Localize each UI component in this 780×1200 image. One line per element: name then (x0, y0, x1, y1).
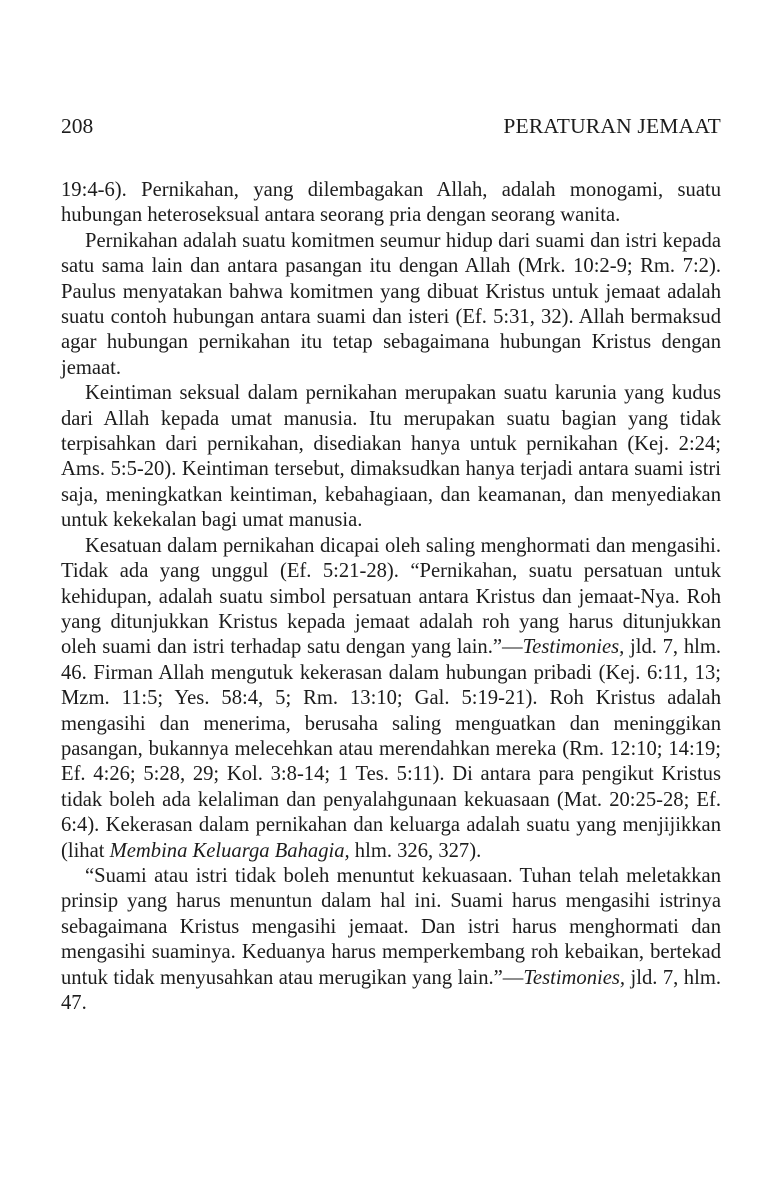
paragraph-text: Keintiman seksual dalam pernikahan merupakan suatu karunia yang kudus dari Allah kepada umat manusia. Itu merupakan suatu bagian yang tidak terpisahkan dari pernikahan, disediakan hanya untuk pernikahan (Kej. 2:24; Ams. 5:5-20). Keintiman tersebut, dimaksudkan hanya terjadi antara suami istri saja, meningkatkan keintiman, kebahagiaan, dan keamanan, dan menyediakan untuk kekekalan bagi umat manusia. (61, 382, 721, 532)
paragraph-text: 19:4-6). Pernikahan, yang dilembagakan Allah, adalah monogami, suatu hubungan heteroseksual antara seorang pria dengan seorang wanita. (61, 179, 721, 227)
paragraph-text: hlm. 326, 327). (349, 839, 482, 862)
paragraph-text: Kesatuan dalam pernikahan dicapai oleh saling menghormati dan mengasihi. Tidak ada yang unggul (Ef. 5:21-28). “Pernikahan, suatu persatuan untuk kehidupan, adalah suatu simbol persatuan antara Kristus dan jemaat-Nya. Roh yang ditunjukkan Kristus kepada jemaat adalah roh yang harus ditunjukkan oleh suami dan istri terhadap satu dengan yang lain.”— (61, 534, 721, 659)
running-title: PERATURAN JEMAAT (503, 114, 721, 138)
paragraph (61, 229, 721, 381)
book-page (61, 110, 721, 1016)
italic-citation: Testimonies, (522, 636, 625, 659)
body-text (61, 178, 721, 1016)
page-number: 208 (61, 114, 94, 138)
paragraph-text: jld. 7, hlm. 46. Firman Allah mengutuk kekerasan dalam hubungan pribadi (Kej. 6:11, 13; Mzm. 11:5; Yes. 58:4, 5; Rm. 13:10; Gal. 5:19-21). Roh Kristus adalah mengasihi dan menerima, berusaha saling menguatkan dan meninggikan pasangan, bukannya melecehkan atau merendahkan mereka (Rm. 12:10; 14:19; Ef. 4:26; 5:28, 29; Kol. 3:8-14; 1 Tes. 5:11). Di antara para pengikut Kristus tidak boleh ada kelaliman dan penyalahgunaan kekuasaan (Mat. 20:25-28; Ef. 6:4). Kekerasan dalam pernikahan dan keluarga adalah suatu yang menjijikkan (lihat (61, 636, 722, 862)
italic-citation: Membina Keluarga Bahagia, (109, 839, 350, 862)
paragraph (61, 534, 721, 864)
paragraph-text: jld. 7, hlm. 47. (61, 966, 721, 1014)
paragraph (61, 864, 721, 1016)
running-header (61, 110, 721, 142)
italic-citation: Testimonies, (523, 966, 626, 989)
paragraph-text: “Suami atau istri tidak boleh menuntut kekuasaan. Tuhan telah meletakkan prinsip yang harus menuntun dalam hal ini. Suami harus mengasihi istrinya sebagaimana Kristus mengasihi jemaat. Dan istri harus menghormati dan mengasihi suaminya. Keduanya harus memperkembang roh kebaikan, bertekad untuk tidak menyusahkan atau merugikan yang lain.”— (61, 864, 721, 989)
paragraph (61, 381, 721, 533)
paragraph (61, 178, 721, 229)
paragraph-text: Pernikahan adalah suatu komitmen seumur hidup dari suami dan istri kepada satu sama lain dan antara pasangan itu dengan Allah (Mrk. 10:2-9; Rm. 7:2). Paulus menyatakan bahwa komitmen yang dibuat Kristus untuk jemaat adalah suatu contoh hubungan antara suami dan isteri (Ef. 5:31, 32). Allah bermaksud agar hubungan pernikahan itu tetap sebagaimana hubungan Kristus dengan jemaat. (61, 229, 721, 379)
